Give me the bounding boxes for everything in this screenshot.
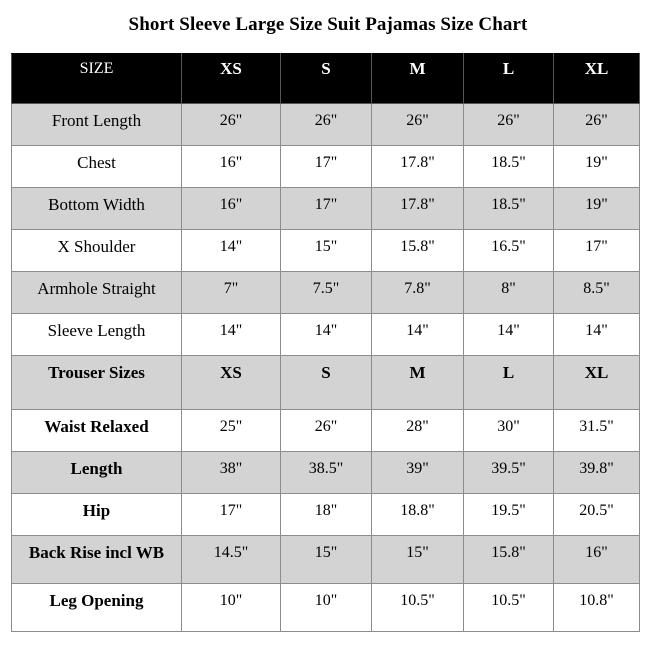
value-cell: 18.5" bbox=[464, 146, 554, 188]
row-label: Bottom Width bbox=[12, 188, 182, 230]
value-cell: 26" bbox=[464, 104, 554, 146]
table-row bbox=[12, 188, 640, 230]
trouser-header-label: Trouser Sizes bbox=[12, 356, 182, 410]
row-label: Back Rise incl WB bbox=[12, 536, 182, 584]
chart-title: Short Sleeve Large Size Suit Pajamas Size Chart bbox=[128, 14, 528, 35]
row-label: X Shoulder bbox=[12, 230, 182, 272]
trouser-header-l: L bbox=[464, 356, 554, 410]
header-cell-xl: XL bbox=[554, 54, 640, 104]
table-row bbox=[12, 536, 640, 584]
table-row bbox=[12, 146, 640, 188]
value-cell: 15.8" bbox=[464, 536, 554, 584]
value-cell: 17" bbox=[182, 494, 281, 536]
header-cell-l: L bbox=[464, 54, 554, 104]
value-cell: 7.8" bbox=[372, 272, 464, 314]
value-cell: 15.8" bbox=[372, 230, 464, 272]
header-cell-size: SIZE bbox=[12, 54, 182, 104]
value-cell: 10.5" bbox=[372, 584, 464, 632]
value-cell: 17" bbox=[281, 146, 372, 188]
value-cell: 15" bbox=[281, 536, 372, 584]
value-cell: 26" bbox=[372, 104, 464, 146]
value-cell: 10.5" bbox=[464, 584, 554, 632]
value-cell: 10" bbox=[281, 584, 372, 632]
trouser-header-m: M bbox=[372, 356, 464, 410]
value-cell: 14.5" bbox=[182, 536, 281, 584]
value-cell: 16" bbox=[554, 536, 640, 584]
value-cell: 20.5" bbox=[554, 494, 640, 536]
row-label: Sleeve Length bbox=[12, 314, 182, 356]
trouser-header-row bbox=[12, 356, 640, 410]
value-cell: 10" bbox=[182, 584, 281, 632]
value-cell: 16" bbox=[182, 188, 281, 230]
trouser-header-xs: XS bbox=[182, 356, 281, 410]
row-label: Hip bbox=[12, 494, 182, 536]
header-cell-xs: XS bbox=[182, 54, 281, 104]
value-cell: 26" bbox=[182, 104, 281, 146]
row-label: Leg Opening bbox=[12, 584, 182, 632]
value-cell: 14" bbox=[464, 314, 554, 356]
value-cell: 39" bbox=[372, 452, 464, 494]
table-row bbox=[12, 230, 640, 272]
value-cell: 17" bbox=[554, 230, 640, 272]
header-cell-m: M bbox=[372, 54, 464, 104]
value-cell: 17.8" bbox=[372, 146, 464, 188]
value-cell: 18.5" bbox=[464, 188, 554, 230]
header-row bbox=[12, 54, 640, 104]
value-cell: 19.5" bbox=[464, 494, 554, 536]
row-label: Waist Relaxed bbox=[12, 410, 182, 452]
value-cell: 15" bbox=[372, 536, 464, 584]
value-cell: 19" bbox=[554, 146, 640, 188]
value-cell: 14" bbox=[182, 314, 281, 356]
row-label: Length bbox=[12, 452, 182, 494]
value-cell: 17" bbox=[281, 188, 372, 230]
value-cell: 25" bbox=[182, 410, 281, 452]
header-cell-s: S bbox=[281, 54, 372, 104]
value-cell: 10.8" bbox=[554, 584, 640, 632]
trouser-header-xl: XL bbox=[554, 356, 640, 410]
value-cell: 14" bbox=[554, 314, 640, 356]
value-cell: 8.5" bbox=[554, 272, 640, 314]
value-cell: 14" bbox=[182, 230, 281, 272]
value-cell: 7" bbox=[182, 272, 281, 314]
value-cell: 16" bbox=[182, 146, 281, 188]
value-cell: 18.8" bbox=[372, 494, 464, 536]
table-row bbox=[12, 494, 640, 536]
value-cell: 16.5" bbox=[464, 230, 554, 272]
value-cell: 38" bbox=[182, 452, 281, 494]
table-row bbox=[12, 410, 640, 452]
value-cell: 19" bbox=[554, 188, 640, 230]
trouser-header-s: S bbox=[281, 356, 372, 410]
value-cell: 18" bbox=[281, 494, 372, 536]
value-cell: 28" bbox=[372, 410, 464, 452]
value-cell: 15" bbox=[281, 230, 372, 272]
row-label: Chest bbox=[12, 146, 182, 188]
table-row bbox=[12, 584, 640, 632]
table-row bbox=[12, 272, 640, 314]
value-cell: 39.5" bbox=[464, 452, 554, 494]
table-row bbox=[12, 452, 640, 494]
size-chart-table bbox=[11, 53, 640, 632]
value-cell: 17.8" bbox=[372, 188, 464, 230]
value-cell: 14" bbox=[372, 314, 464, 356]
value-cell: 26" bbox=[554, 104, 640, 146]
value-cell: 26" bbox=[281, 410, 372, 452]
table-row bbox=[12, 104, 640, 146]
value-cell: 30" bbox=[464, 410, 554, 452]
value-cell: 31.5" bbox=[554, 410, 640, 452]
value-cell: 7.5" bbox=[281, 272, 372, 314]
row-label: Front Length bbox=[12, 104, 182, 146]
value-cell: 8" bbox=[464, 272, 554, 314]
row-label: Armhole Straight bbox=[12, 272, 182, 314]
table-row bbox=[12, 314, 640, 356]
value-cell: 38.5" bbox=[281, 452, 372, 494]
value-cell: 14" bbox=[281, 314, 372, 356]
value-cell: 26" bbox=[281, 104, 372, 146]
value-cell: 39.8" bbox=[554, 452, 640, 494]
